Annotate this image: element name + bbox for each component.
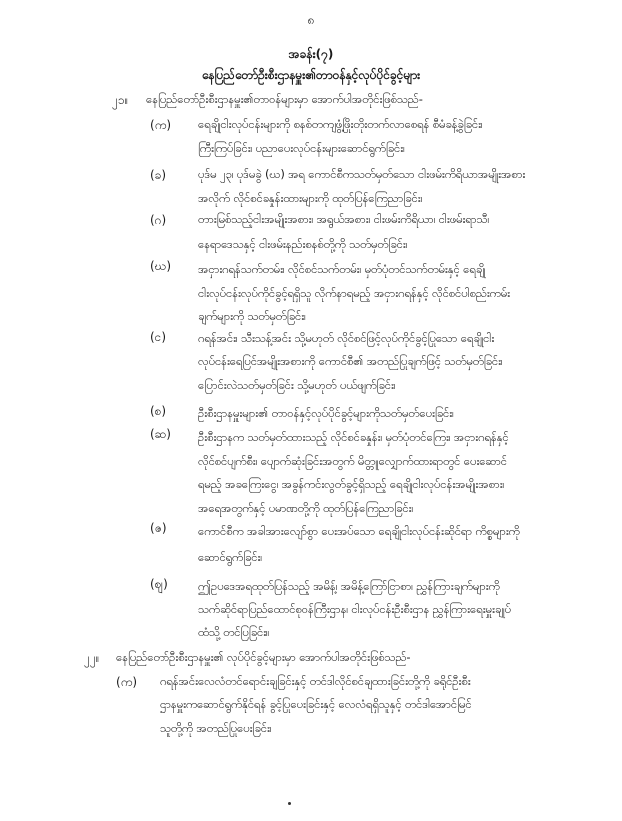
clause-line: ထံသို့ တင်ပြခြင်း။ bbox=[198, 625, 270, 639]
clause-label: (ဇ) bbox=[150, 521, 167, 535]
section-intro: နေပြည်တော်ဦးစီးဌာနမှူး၏တာဝန်များမှာ အောက်ပါအတိုင်းဖြစ်သည်- bbox=[146, 92, 423, 106]
clause-label: (င) bbox=[150, 330, 167, 344]
clause-line: အလိုက် လိုင်စင်ခနှုန်းထားများကို ထုတ်ပြန်ကြေညာခြင်း၊ bbox=[198, 191, 423, 205]
clause-line: ဤဥပဒေအရထုတ်ပြန်သည့် အမိန့်၊ အမိန့်ကြော်ငြာစာ၊ ညွှန်ကြားချက်များကို bbox=[198, 579, 500, 593]
clause-label: (ဆ) bbox=[150, 427, 171, 441]
clause-line: တားမြစ်သည့်ငါးအမျိုးအစား၊ အရွယ်အစား၊ ငါးဖမ်းကိရိယာ၊ ငါးဖမ်းရာသီ၊ bbox=[198, 212, 490, 226]
clause-line: ဌာနမှူးကဆောင်ရွက်နိုင်ရန် ခွင့်ပြုပေးခြင်းနှင့် လေလံရရှိသူနှင့် တင်ဒါအောင်မြင် bbox=[160, 697, 472, 711]
clause-line: အငှားဂရန်သက်တမ်း၊ လိုင်စင်သက်တမ်း၊ မှတ်ပုံတင်သက်တမ်းနှင့် ရေချို bbox=[198, 262, 486, 276]
clause-line: ချက်များကို သတ်မှတ်ခြင်း၊ bbox=[198, 309, 306, 323]
clause-line: သက်ဆိုင်ရာပြည်ထောင်စုဝန်ကြီးဌာန၊ ငါးလုပ်ငန်းဦးစီးဌာန ညွှန်ကြားရေးမှူးချုပ် bbox=[198, 602, 511, 616]
chapter-heading: အခန်း(၇) bbox=[288, 47, 334, 61]
clause-line: နေရာဒေသနှင့် ငါးဖမ်းနည်းစနစ်တို့ကို သတ်မှတ်ခြင်း၊ bbox=[198, 237, 408, 251]
clause-line: ဦးစီးဌာနက သတ်မှတ်ထားသည့် လိုင်စင်ခနှုန်း၊ မှတ်ပုံတင်ကြေး၊ အငှားဂရန်နှင့် bbox=[198, 430, 509, 444]
clause-label: (ဂ) bbox=[150, 213, 167, 227]
clause-label: (စ) bbox=[150, 404, 167, 418]
clause-line: ဂရန်အင်း၊ သီးသန့်အင်း သို့မဟုတ် လိုင်စင်ဖြင့်လုပ်ကိုင်ခွင့်ပြုသော ရေချိုငါး bbox=[198, 331, 495, 345]
section-number: ၂၁။ bbox=[112, 93, 129, 107]
clause-line: လုပ်ငန်းရေပြင်အမျိုးအစားကို ကောင်စီ၏ အတည်ပြုချက်ဖြင့် သတ်မှတ်ခြင်း၊ bbox=[198, 354, 503, 368]
clause-line: ဂရန်အင်းလေလံတင်ရောင်းချခြင်းနှင့် တင်ဒါလိုင်စင်ချထားခြင်းတို့ကို ခရိုင်ဦးစီး bbox=[160, 674, 471, 688]
clause-line: သူတို့ကို အတည်ပြုပေးခြင်း၊ bbox=[160, 721, 272, 735]
clause-label: (ဃ) bbox=[150, 259, 172, 273]
page-number: ၈ bbox=[307, 13, 315, 27]
section-number: ၂၂။ bbox=[84, 651, 100, 665]
clause-line: ပြောင်းလဲသတ်မှတ်ခြင်း သို့မဟုတ် ပယ်ဖျက်ခြင်း၊ bbox=[198, 378, 396, 392]
chapter-title: နေပြည်တော်ဦးစီးဌာနမှူး၏တာဝန်နှင့်လုပ်ပိုင်ခွင့်များ bbox=[201, 68, 421, 82]
clause-line: ဆောင်ရွက်ခြင်း၊ bbox=[198, 550, 262, 564]
clause-line: ကောင်စီက အခါအားလျော်စွာ ပေးအပ်သော ရေချိုငါးလုပ်ငန်းဆိုင်ရာ ကိစ္စများကို bbox=[198, 524, 520, 538]
clause-label: (ဈ) bbox=[150, 577, 168, 591]
clause-line: ကြီးကြပ်ခြင်း၊ ပညာပေးလုပ်ငန်းများဆောင်ရွက်ခြင်း၊ bbox=[198, 141, 405, 155]
clause-line: ဦးစီးဌာနမှူးများ၏ တာဝန်နှင့်လုပ်ပိုင်ခွင့်များကိုသတ်မှတ်ပေးခြင်း၊ bbox=[198, 406, 454, 420]
clause-label: (က) bbox=[116, 675, 138, 689]
clause-line: ငါးလုပ်ငန်းလုပ်ကိုင်ခွင့်ရရှိသူ လိုက်နာရမည့် အငှားဂရန်နှင့် လိုင်စင်ပါစည်းကမ်း bbox=[198, 286, 511, 300]
section-intro: နေပြည်တော်ဦးစီးဌာနမှူး၏ လုပ်ပိုင်ခွင့်များမှာ အောက်ပါအတိုင်းဖြစ်သည်- bbox=[116, 650, 411, 664]
clause-label: (ခ) bbox=[150, 168, 167, 182]
clause-label: (က) bbox=[150, 118, 172, 132]
clause-line: လိုင်စင်ပျက်စီး၊ ပျောက်ဆုံးခြင်းအတွက် မိတ္တူလျှောက်ထားရာတွင် ပေးဆောင် bbox=[198, 454, 507, 468]
clause-line: ရေချိုငါးလုပ်ငန်းများကို စနစ်တကျဖွံ့ဖြိုးတိုးတက်လာစေရန် စီမံခန့်ခွဲခြင်း၊ bbox=[198, 117, 483, 131]
clause-line: အရေအတွက်နှင့် ပမာဏတို့ကို ထုတ်ပြန်ကြေညာခြင်း၊ bbox=[198, 501, 414, 515]
clause-line: ပုဒ်မ ၂၃၊ ပုဒ်မခွဲ (ဃ) အရ ကောင်စီကသတ်မှတ်သော ငါးဖမ်းကိရိယာအမျိုးအစား bbox=[198, 167, 526, 181]
scan-speck bbox=[288, 802, 291, 805]
clause-line: ရမည့် အခကြေးငွေ၊ အခွန်ကင်းလွတ်ခွင့်ရှိသည့် ရေချိုငါးလုပ်ငန်းအမျိုးအစား၊ bbox=[198, 477, 505, 491]
